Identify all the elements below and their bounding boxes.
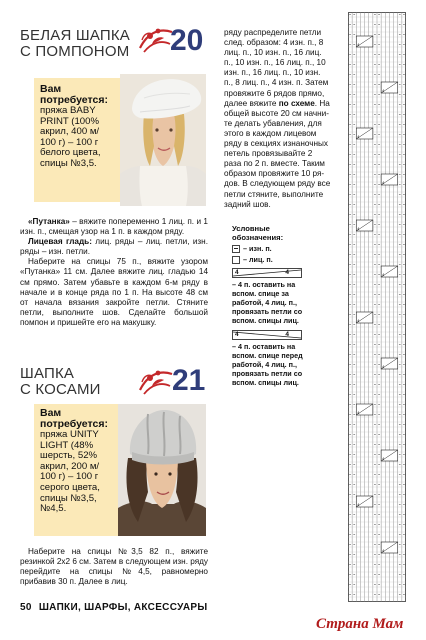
pattern20-title-line2: С ПОМПОНОМ [20,43,130,60]
watermark-logo: Страна Мам [316,616,404,632]
chart-cable-label: 4 [357,134,360,139]
cable-count-right: 4 [285,331,289,338]
text-line: петель провязывайте 2 [224,149,313,159]
text-line: след. образом: 4 изн. п., 8 [224,38,324,48]
chart-cable-label: 4 [357,502,360,507]
term: «Путанка» [28,217,70,226]
pattern20-instructions [20,217,208,328]
chart-cable-label: 4 [382,272,385,277]
text-line: провяжите 6 рядов прямо, [224,88,325,98]
text-line: п., 8 лиц. п., 4 изн. п. Затем [224,78,329,88]
text-line: раза по 2 п. вместе. Таким [224,159,325,169]
text-line: этого в каждом лицевом [224,128,317,138]
legend-title-line1: Условные [232,224,270,233]
materials-line: LIGHT (48% [40,439,94,451]
materials-line: белого цвета, [40,147,101,159]
cable-back-symbol-icon [232,268,302,278]
cable-count-right: 4 [285,269,289,276]
chart-cable-label: 4 [382,456,385,461]
materials-line: пряжа UNITY [40,429,99,440]
legend-purl: – изн. п. [232,244,344,253]
purl-symbol-icon [232,245,240,253]
paragraph: Наберите на спицы №3,5 82 п., вяжите резинкой 2х2 6 см. Затем в следующем изн. ряду перейдите на спицы №4,5, равномерно прибавив 30 п. Далее в лиц. [20,547,209,587]
photo-white-hat [120,74,206,206]
text-line: п., 10 изн. п., 16 лиц. п., 10 [224,58,326,68]
cable-count-left: 4 [235,331,239,338]
scheme-link-text: по схеме [278,98,315,108]
pattern21-materials [40,408,120,515]
text-line: образом провяжите 10 ря- [224,169,325,179]
text-line: далее вяжите по схеме. На [224,98,330,108]
materials-line: акрил, 400 м/ [40,126,100,138]
cable-count-left: 4 [235,269,239,276]
text-line: петли стяните, выполните [224,189,324,199]
cable-back-description: – 4 п. оставить на вспом. спице за работой, 4 лиц. п., провязать петли со вспом. спицы лиц. [232,280,303,325]
materials-line: спицы №3,5, [40,492,97,504]
cable-front-symbol-icon [232,330,302,340]
term: Лицевая гладь: [28,237,92,247]
knitting-chart [348,12,406,602]
pattern20-materials [40,84,120,170]
chart-cable-label: 4 [357,226,360,231]
materials-line: PRINT (100% [40,115,100,127]
text-line: те делать убавления, для [224,118,322,128]
pattern21-instructions [20,547,208,587]
photo-grey-cabled-hat [118,404,206,536]
text-line: ряду распределите петли [224,28,322,37]
materials-line: спицы №3,5. [40,157,97,169]
chart-cable-label: 4 [357,318,360,323]
pattern20-number: 20 [170,24,204,57]
materials-line: серого цвета, [40,481,100,493]
legend-knit: – лиц. п. [232,255,344,264]
chart-cable-label: 4 [382,88,385,93]
section-name: ШАПКИ, ШАРФЫ, АКСЕССУАРЫ [38,602,208,613]
legend [232,224,344,387]
text-line: дов. В следующем ряду все [224,179,331,189]
text-line: задний шов. [224,199,271,209]
page-number: 50 [20,602,32,613]
chart-cable-label: 4 [357,410,360,415]
paragraph: «Путанка» – вяжите попеременно 1 лиц. п. и 1 изн. п., смещая узор на 1 п. в каждом ряду. [20,217,208,237]
materials-heading: Вам потребуется: [40,407,108,430]
legend-title-line2: обозначения: [232,233,284,242]
text-line: общей высоте 20 см начни- [224,108,329,118]
materials-heading: Вам потребуется: [40,83,108,106]
materials-line: 100 г) – 100 г [40,471,99,483]
chart-cable-label: 4 [357,42,360,47]
materials-line: 100 г) – 100 г [40,136,99,148]
text-line: изн. п., 16 лиц. п., 10 изн. [224,68,321,78]
text-line: лиц. п., 10 изн. п., 16 лиц. [224,48,322,58]
footer [20,602,207,613]
paragraph: Наберите на спицы 75 п., вяжите узором «Путанка» 11 см. Далее вяжите лиц. гладью 14 см прямо. Затем убавьте в каждом 6-м ряду в начале и в конце ряда по 1 п. На высоте 48 см от начала вязания закройте петли. Стяните петли, выполните шов. Сделайте большой помпон и пришейте его на макушку. [20,257,208,327]
paragraph: Лицевая гладь: лиц. ряды – лиц. петли, изн. ряды – изн. петли. [20,237,208,257]
pattern21-title-line2: С КОСАМИ [20,381,101,398]
materials-line: шерсть, 52% [40,450,98,462]
pattern21-number: 21 [172,364,206,397]
materials-line: пряжа BABY [40,105,96,116]
pattern21-title-line1: ШАПКА [20,365,75,382]
knit-symbol-icon [232,256,240,264]
cable-front-description: – 4 п. оставить на вспом. спице перед работой, 4 лиц. п., провязать петли со вспом. спицы лиц. [232,342,303,387]
pattern20-title-line1: БЕЛАЯ ШАПКА [20,27,131,44]
materials-line: №4,5. [40,503,67,515]
text-line: ряду в секциях изнаночных [224,139,329,149]
materials-line: акрил, 200 м/ [40,460,100,472]
chart-cable-label: 4 [382,364,385,369]
chart-cable-label: 4 [382,548,385,553]
chart-cable-label: 4 [382,180,385,185]
middle-instructions [224,28,342,210]
